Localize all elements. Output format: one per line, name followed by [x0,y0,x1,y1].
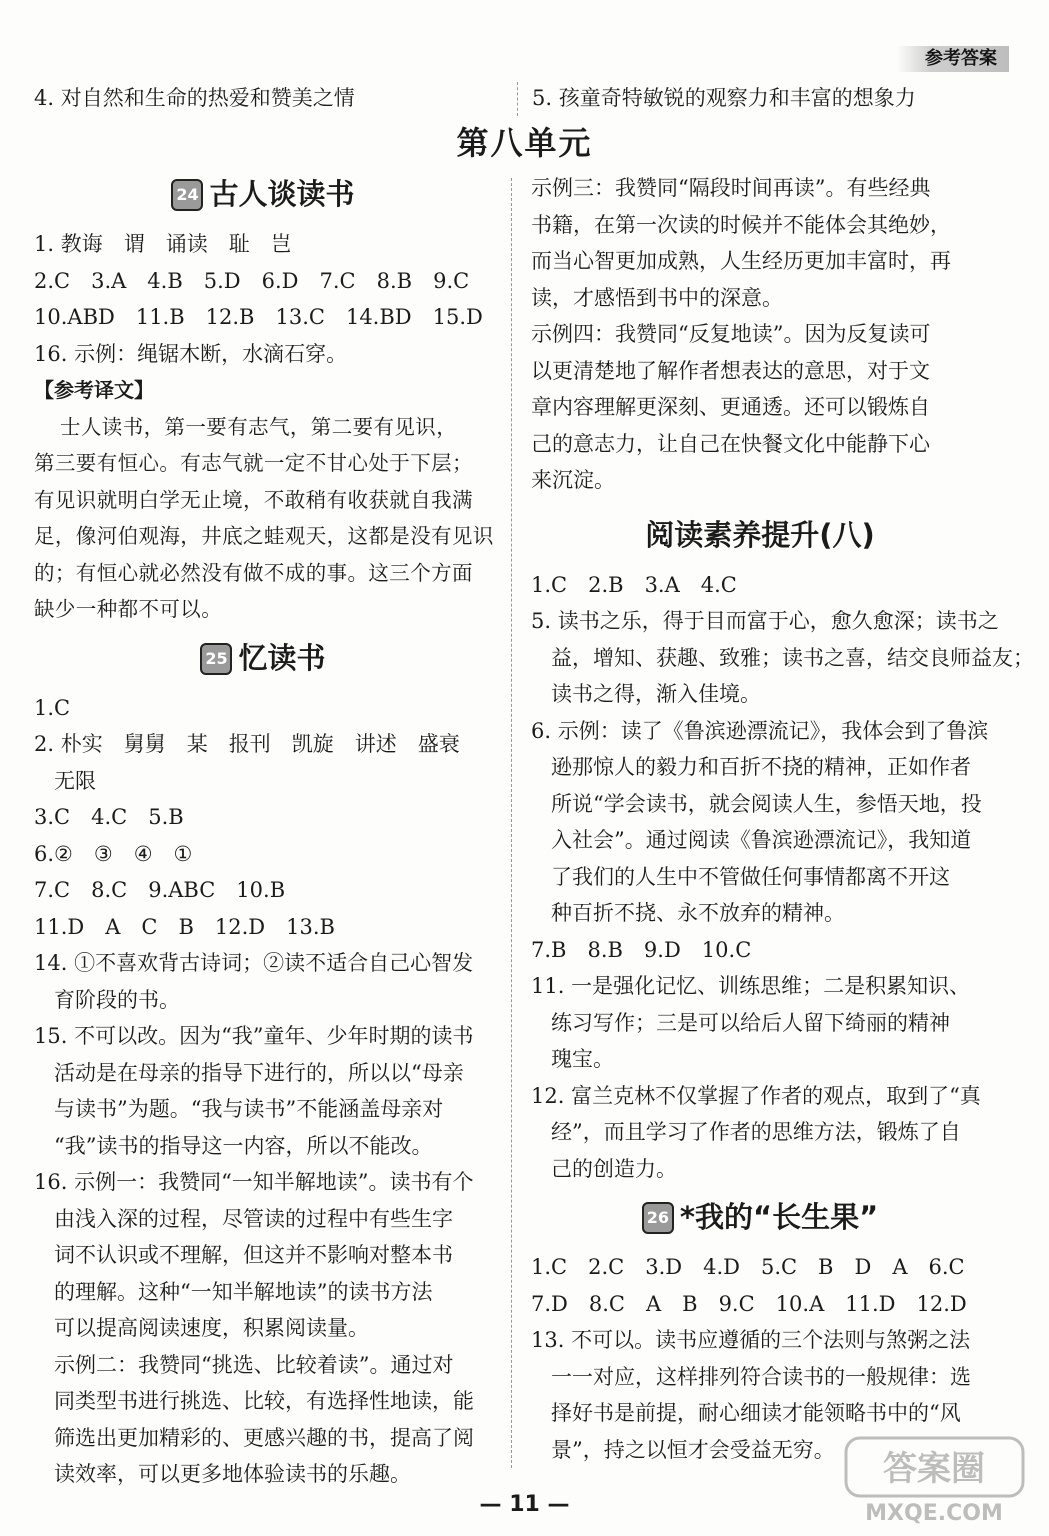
answer-line: 景”，持之以恒才会受益无穷。 [551,1437,835,1462]
section-title: 忆读书 [238,640,326,675]
answer-line: 16. 示例一：我赞同“一知半解地读”。读书有个 [34,1170,474,1194]
answer-line: 己的创造力。 [551,1156,677,1181]
section-24-heading [34,170,492,226]
answer-line: 来沉淀。 [531,468,615,492]
answer-line: 一一对应，这样排列符合读书的一般规律：选 [551,1364,971,1389]
answer-line: 10.ABD 11.B 12.B 13.C 14.BD 15.D [34,305,483,329]
watermark-url: MXQE.COM [865,1501,1003,1526]
translation-line: 缺少一种都不可以。 [34,597,223,621]
answer-line: 14. ①不喜欢背古诗词；②读不适合自己心智发 [34,951,474,975]
translation-line: 有见识就明白学无止境，不敢稍有收获就自我满 [34,487,473,512]
lesson-number-badge: 26 [642,1202,674,1234]
previous-answers-row [34,82,1015,116]
answer-line: 示例三：我赞同“隔段时间再读”。有些经典 [531,176,931,200]
unit-title: 第八单元 [456,124,593,162]
answer-line: 7.B 8.B 9.D 10.C [531,937,752,962]
answer-line: 1.C 2.C 3.D 4.D 5.C B D A 6.C [531,1255,965,1279]
answer-line: 13. 不可以。读书应遵循的三个法则与煞粥之法 [531,1328,971,1352]
answer-5: 5. 孩童奇特敏锐的观察力和丰富的想象力 [532,86,916,110]
right-column [531,170,1034,1468]
answer-line: 书籍，在第一次读的时候并不能体会其绝妙， [531,212,951,237]
answer-line: 所说“学会读书，就会阅读人生，参悟天地，投 [551,791,982,816]
answer-line: 1.C [34,695,71,720]
answer-line: 1. 教诲 谓 诵读 耻 岂 [34,232,292,256]
answer-line: 11. 一是强化记忆、训练思维；二是积累知识、 [531,974,971,998]
translation-line: 第三要有恒心。有志气就一定不甘心处于下层； [34,451,473,475]
reference-translation-label: 【参考译文】 [34,378,154,402]
answer-line: 2.C 3.A 4.B 5.D 6.D 7.C 8.B 9.C [34,268,470,293]
answer-line: 读书之得，渐入佳境。 [551,682,761,706]
answer-line: 种百折不挠、永不放弃的精神。 [551,901,845,925]
answer-line: 7.D 8.C A B 9.C 10.A 11.D 12.D [531,1291,967,1316]
answer-line: “我”读书的指导这一内容，所以不能改。 [54,1133,433,1158]
answer-line: 6. 示例：读了《鲁滨逊漂流记》，我体会到了鲁滨 [531,718,989,743]
answer-line: 12. 富兰克林不仅掌握了作者的观点，取到了“真 [531,1083,981,1108]
header-answer-tag: 参考答案 [897,46,1009,72]
answer-line: 读，才感悟到书中的深意。 [531,285,783,310]
section-25-heading [34,634,492,690]
answer-line: 益，增知、获趣、致雅；读书之喜，结交良师益友； [551,645,1034,670]
answer-line: 15. 不可以改。因为“我”童年、少年时期的读书 [34,1024,474,1048]
answer-line: 经”，而且学习了作者的思维方法，锻炼了自 [551,1120,961,1144]
answer-line: 6.② ③ ④ ① [34,841,193,866]
section-26-heading [531,1193,989,1249]
section-title: *我的“长生果” [679,1200,879,1234]
answer-line: 章内容理解更深刻、更通透。还可以锻炼自 [531,395,930,419]
translation-line: 士人读书，第一要有志气，第二要有见识， [60,414,458,439]
top-divider [517,82,518,116]
watermark-logo [842,1434,1027,1526]
answer-line: 了我们的人生中不管做任何事情都离不开这 [551,864,950,889]
answer-line: 逊那惊人的毅力和百折不挠的精神，正如作者 [551,755,971,779]
section-title: 古人谈读书 [209,177,355,211]
watermark-text: 答案圈 [883,1449,985,1489]
lesson-number-badge: 24 [171,179,203,211]
answer-line: 而当心智更加成熟，人生经历更加丰富时，再 [531,249,951,273]
answer-line: 练习写作；三是可以给后人留下绮丽的精神 [551,1010,950,1035]
answer-line: 的理解。这种“一知半解地读”的读书方法 [54,1279,433,1304]
answer-line: 读效率，可以更多地体验读书的乐趣。 [54,1462,411,1486]
answer-line: 无限 [54,768,96,793]
answer-line: 词不认识或不理解，但这并不影响对整本书 [54,1243,453,1267]
answer-line: 示例四：我赞同“反复地读”。因为反复读可 [531,322,931,346]
answer-line: 可以提高阅读速度，积累阅读量。 [54,1316,369,1340]
left-column [34,170,492,1493]
answer-line: 2. 朴实 舅舅 某 报刊 凯旋 讲述 盛衰 [34,732,460,756]
answer-line: 瑰宝。 [551,1047,614,1071]
answer-line: 7.C 8.C 9.ABC 10.B [34,878,286,902]
column-divider [511,178,512,1468]
answer-line: 11.D A C B 12.D 13.B [34,914,335,939]
answer-line: 以更清楚地了解作者想表达的意思，对于文 [531,358,930,383]
answer-line: 入社会”。通过阅读《鲁滨逊漂流记》，我知道 [551,828,972,852]
answer-line: 活动是在母亲的指导下进行的，所以以“母亲 [54,1060,464,1085]
translation-line: 的；有恒心就必然没有做不成的事。这三个方面 [34,560,473,585]
answer-line: 16. 示例：绳锯木断，水滴石穿。 [34,341,348,366]
answer-line: 1.C 2.B 3.A 4.C [531,572,737,597]
answer-line: 筛选出更加精彩的、更感兴趣的书，提高了阅 [54,1425,474,1450]
answer-line: 示例二：我赞同“挑选、比较着读”。通过对 [54,1352,454,1377]
reading-literacy-heading: 阅读素养提升(八) [645,517,875,552]
answer-line: 由浅入深的过程，尽管读的过程中有些生字 [54,1206,453,1231]
answer-line: 择好书是前提，耐心细读才能领略书中的“风 [551,1401,961,1425]
answer-line: 同类型书进行挑选、比较，有选择性地读，能 [54,1389,474,1413]
lesson-number-badge: 25 [200,643,232,675]
answer-line: 3.C 4.C 5.B [34,805,184,829]
translation-line: 足，像河伯观海，井底之蛙观天，这都是没有见识 [34,524,494,548]
answer-line: 与读书”为题。“我与读书”不能涵盖母亲对 [54,1097,444,1121]
page-number: — 11 — [479,1492,570,1517]
answer-4: 4. 对自然和生命的热爱和赞美之情 [34,86,355,110]
answer-line: 育阶段的书。 [54,987,180,1012]
answer-line: 5. 读书之乐，得于目而富于心，愈久愈深；读书之 [531,609,999,633]
answer-line: 己的意志力，让自己在快餐文化中能静下心 [531,431,930,456]
